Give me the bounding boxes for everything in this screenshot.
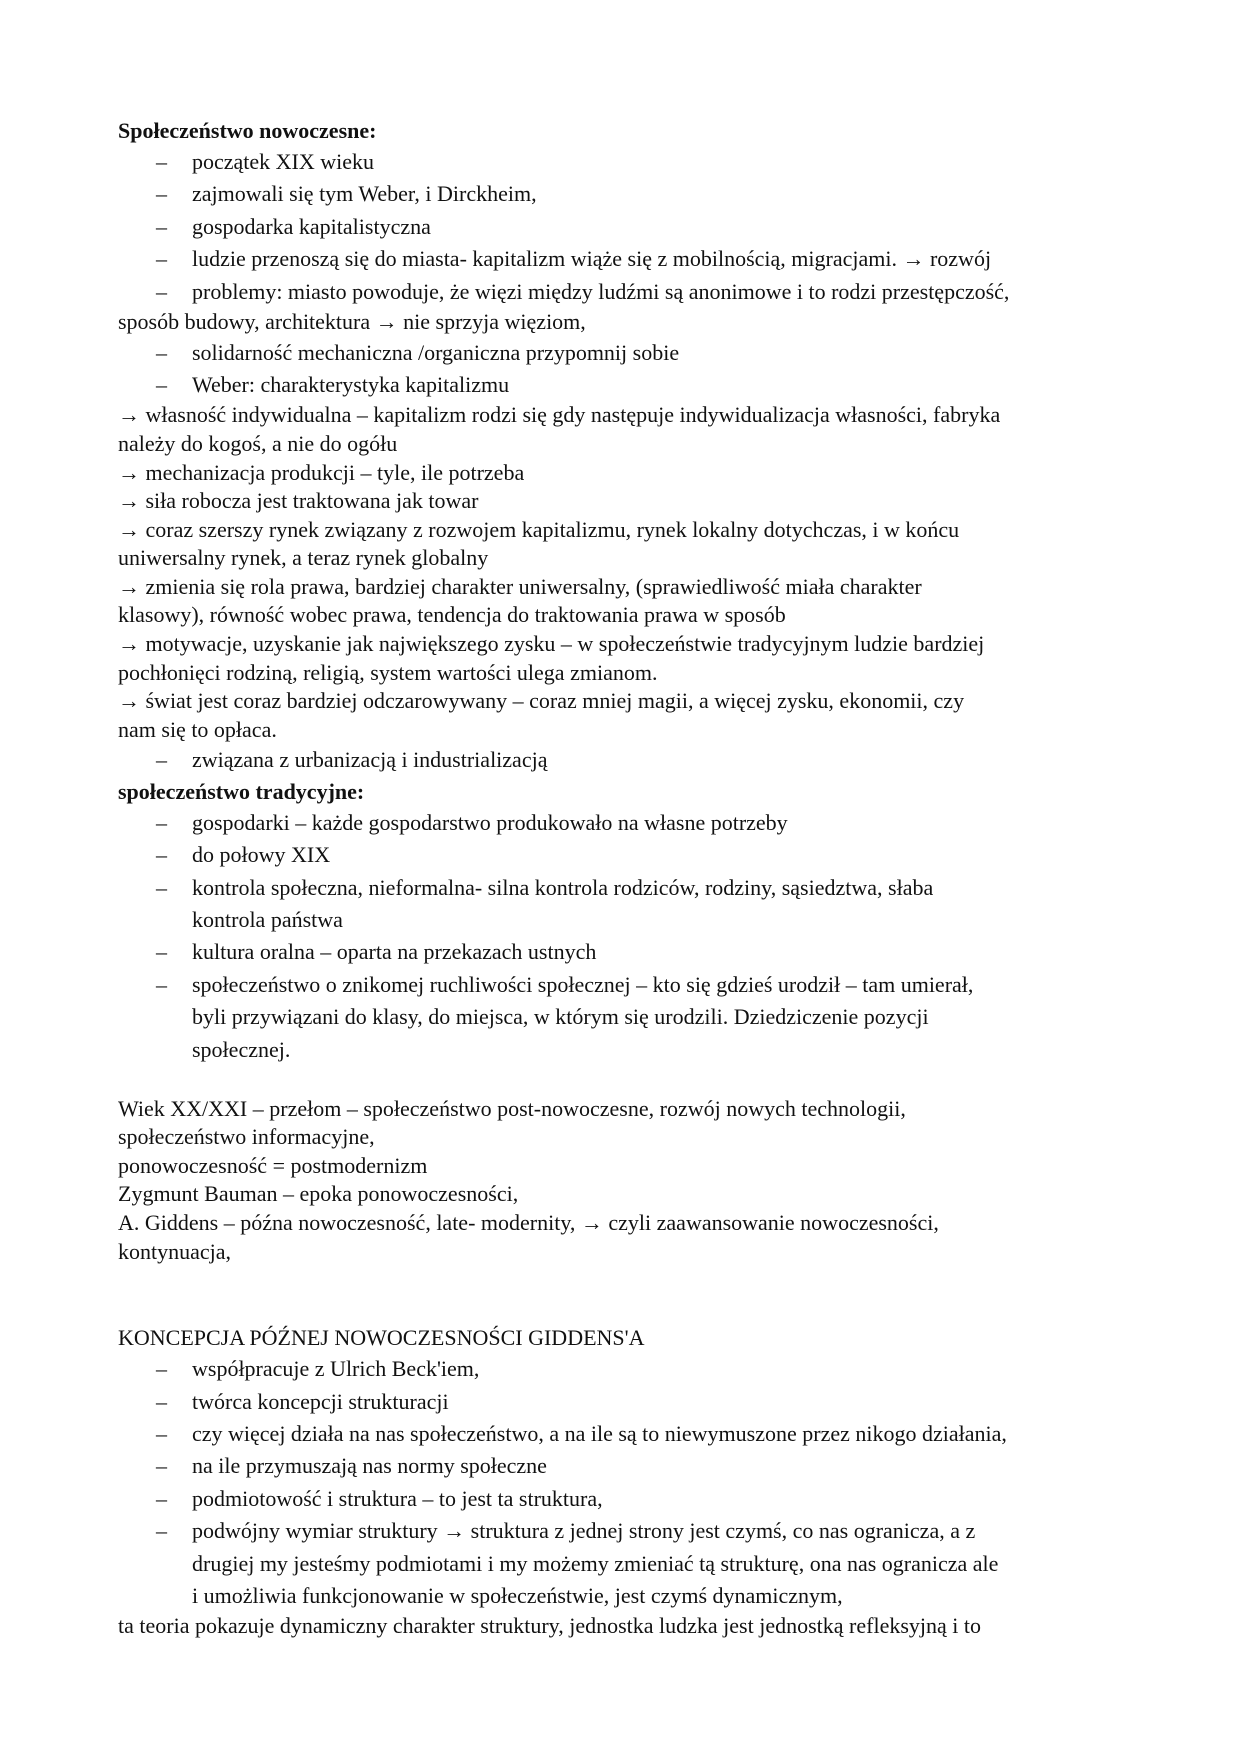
- line-text: podwójny wymiar struktury → struktura z jednej strony jest czymś, co nas ogranicza, a z: [192, 1518, 976, 1544]
- line-text: ta teoria pokazuje dynamiczny charakter struktury, jednostka ludzka jest jednostką refleksyjną i to: [118, 1613, 981, 1639]
- line-text: → zmienia się rola prawa, bardziej charakter uniwersalny, (sprawiedliwość miała charakter: [118, 573, 922, 599]
- line-text: na ile przymuszają nas normy społeczne: [192, 1453, 547, 1479]
- line-text: A. Giddens – późna nowoczesność, late- modernity, → czyli zaawansowanie nowoczesności,: [118, 1209, 939, 1235]
- paragraph-line: [118, 630, 1198, 659]
- paragraph-line: [118, 1612, 1198, 1641]
- paragraph-line: [118, 1180, 1198, 1209]
- line-text: twórca koncepcji strukturacji: [192, 1388, 449, 1414]
- bullet-dash-icon: –: [156, 747, 167, 773]
- paragraph-line: [118, 1238, 1198, 1267]
- line-text: społeczeństwo informacyjne,: [118, 1124, 375, 1150]
- line-text: gospodarki – każde gospodarstwo produkowało na własne potrzeby: [192, 809, 788, 835]
- bullet-dash-icon: –: [156, 874, 167, 900]
- bullet-dash-icon: –: [156, 1388, 167, 1414]
- bullet-item: [118, 936, 1198, 968]
- bullet-dash-icon: –: [156, 1421, 167, 1447]
- paragraph-line: [118, 573, 1198, 602]
- line-text: klasowy), równość wobec prawa, tendencja do traktowania prawa w sposób: [118, 602, 786, 628]
- line-text: Społeczeństwo nowoczesne:: [118, 118, 377, 143]
- bullet-continuation: [118, 904, 1198, 936]
- bullet-item: [118, 1450, 1198, 1482]
- line-text: ludzie przenoszą się do miasta- kapitalizm wiąże się z mobilnością, migracjami. → rozwój: [192, 246, 992, 272]
- line-text: Wiek XX/XXI – przełom – społeczeństwo post-nowoczesne, rozwój nowych technologii,: [118, 1095, 906, 1121]
- paragraph-line: [118, 544, 1198, 573]
- bullet-item: [118, 1386, 1198, 1418]
- paragraph-line: [118, 1209, 1198, 1238]
- line-text: Zygmunt Bauman – epoka ponowoczesności,: [118, 1181, 519, 1207]
- bullet-item: [118, 807, 1198, 839]
- line-text: czy więcej działa na nas społeczeństwo, a na ile są to niewymuszone przez nikogo działania,: [192, 1421, 1007, 1447]
- bullet-item: [118, 969, 1198, 1001]
- bullet-dash-icon: –: [156, 213, 167, 239]
- bullet-continuation: [118, 1580, 1198, 1612]
- document-body: [118, 116, 1198, 1641]
- paragraph-line: [118, 716, 1198, 745]
- section-heading: [118, 777, 1198, 807]
- bullet-dash-icon: –: [156, 809, 167, 835]
- bullet-dash-icon: –: [156, 1518, 167, 1544]
- line-text: ponowoczesność = postmodernizm: [118, 1152, 428, 1178]
- bullet-item: [118, 839, 1198, 871]
- line-text: nam się to opłaca.: [118, 716, 277, 742]
- paragraph-line: [118, 601, 1198, 630]
- line-text: → mechanizacja produkcji – tyle, ile potrzeba: [118, 459, 525, 485]
- line-text: związana z urbanizacją i industrializacją: [192, 747, 548, 773]
- paragraph-line: [118, 401, 1198, 430]
- line-text: kontrola społeczna, nieformalna- silna kontrola rodziców, rodziny, sąsiedztwa, słaba: [192, 874, 934, 900]
- line-text: gospodarka kapitalistyczna: [192, 213, 431, 239]
- line-text: solidarność mechaniczna /organiczna przypomnij sobie: [192, 339, 680, 365]
- bullet-continuation: [118, 1034, 1198, 1066]
- bullet-dash-icon: –: [156, 149, 167, 174]
- bullet-item: [118, 1418, 1198, 1450]
- line-text: podmiotowość i struktura – to jest ta struktura,: [192, 1485, 603, 1511]
- line-text: należy do kogoś, a nie do ogółu: [118, 430, 398, 456]
- bullet-item: [118, 1515, 1198, 1547]
- bullet-dash-icon: –: [156, 971, 167, 997]
- line-text: → motywacje, uzyskanie jak największego zysku – w społeczeństwie tradycyjnym ludzie bardziej: [118, 631, 985, 657]
- paragraph-line: [118, 687, 1198, 716]
- bullet-continuation: [118, 1001, 1198, 1033]
- bullet-dash-icon: –: [156, 371, 167, 397]
- paragraph-line: [118, 308, 1198, 337]
- line-text: pochłonięci rodziną, religią, system wartości ulega zmianom.: [118, 659, 658, 685]
- line-text: i umożliwia funkcjonowanie w społeczeństwie, jest czymś dynamicznym,: [192, 1583, 843, 1609]
- line-text: kultura oralna – oparta na przekazach ustnych: [192, 939, 597, 965]
- paragraph-line: [118, 487, 1198, 516]
- line-text: → świat jest coraz bardziej odczarowywany – coraz mniej magii, a więcej zysku, ekonomii, czy: [118, 688, 965, 714]
- paragraph-line: [118, 516, 1198, 545]
- bullet-dash-icon: –: [156, 278, 167, 304]
- line-text: Weber: charakterystyka kapitalizmu: [192, 371, 510, 397]
- line-text: zajmowali się tym Weber, i Dirckheim,: [192, 181, 537, 207]
- bullet-item: [118, 369, 1198, 401]
- line-text: społecznej.: [192, 1036, 291, 1062]
- blank-line: [118, 1266, 1198, 1295]
- bullet-dash-icon: –: [156, 1485, 167, 1511]
- bullet-item: [118, 1353, 1198, 1385]
- bullet-dash-icon: –: [156, 1356, 167, 1382]
- bullet-item: [118, 211, 1198, 243]
- line-text: KONCEPCJA PÓŹNEJ NOWOCZESNOŚCI GIDDENS'A: [118, 1325, 645, 1351]
- line-text: drugiej my jesteśmy podmiotami i my możemy zmieniać tą strukturę, ona nas ogranicza ale: [192, 1550, 999, 1576]
- line-text: → coraz szerszy rynek związany z rozwojem kapitalizmu, rynek lokalny dotychczas, i w końcu: [118, 516, 960, 542]
- line-text: sposób budowy, architektura → nie sprzyja więziom,: [118, 308, 586, 334]
- section-heading: [118, 116, 1198, 146]
- bullet-dash-icon: –: [156, 1453, 167, 1479]
- bullet-dash-icon: –: [156, 246, 167, 272]
- line-text: społeczeństwo tradycyjne:: [118, 778, 365, 804]
- bullet-continuation: [118, 1548, 1198, 1580]
- line-text: byli przywiązani do klasy, do miejsca, w którym się urodzili. Dziedziczenie pozycji: [192, 1004, 929, 1030]
- bullet-item: [118, 744, 1198, 776]
- line-text: współpracuje z Ulrich Beck'iem,: [192, 1356, 480, 1382]
- bullet-item: [118, 178, 1198, 210]
- bullet-item: [118, 337, 1198, 369]
- line-text: uniwersalny rynek, a teraz rynek globalny: [118, 545, 489, 571]
- line-text: do połowy XIX: [192, 842, 331, 868]
- line-text: początek XIX wieku: [192, 149, 375, 174]
- bullet-item: [118, 243, 1198, 275]
- line-text: społeczeństwo o znikomej ruchliwości społecznej – kto się gdzieś urodził – tam umierał,: [192, 971, 974, 997]
- blank-line: [118, 1295, 1198, 1324]
- bullet-item: [118, 276, 1198, 308]
- paragraph-line: [118, 430, 1198, 459]
- paragraph-line: [118, 1152, 1198, 1181]
- bullet-dash-icon: –: [156, 339, 167, 365]
- line-text: kontynuacja,: [118, 1238, 232, 1264]
- bullet-item: [118, 146, 1198, 178]
- paragraph-line: [118, 459, 1198, 488]
- line-text: kontrola państwa: [192, 907, 343, 933]
- bullet-dash-icon: –: [156, 842, 167, 868]
- paragraph-line: [118, 659, 1198, 688]
- section-heading: [118, 1323, 1198, 1353]
- paragraph-line: [118, 1123, 1198, 1152]
- bullet-dash-icon: –: [156, 181, 167, 207]
- bullet-item: [118, 872, 1198, 904]
- bullet-item: [118, 1483, 1198, 1515]
- bullet-dash-icon: –: [156, 939, 167, 965]
- paragraph-line: [118, 1095, 1198, 1124]
- blank-line: [118, 1066, 1198, 1095]
- line-text: problemy: miasto powoduje, że więzi między ludźmi są anonimowe i to rodzi przestępczość,: [192, 278, 1010, 304]
- line-text: → własność indywidualna – kapitalizm rodzi się gdy następuje indywidualizacja własności, fabryka: [118, 402, 1001, 428]
- line-text: → siła robocza jest traktowana jak towar: [118, 488, 479, 514]
